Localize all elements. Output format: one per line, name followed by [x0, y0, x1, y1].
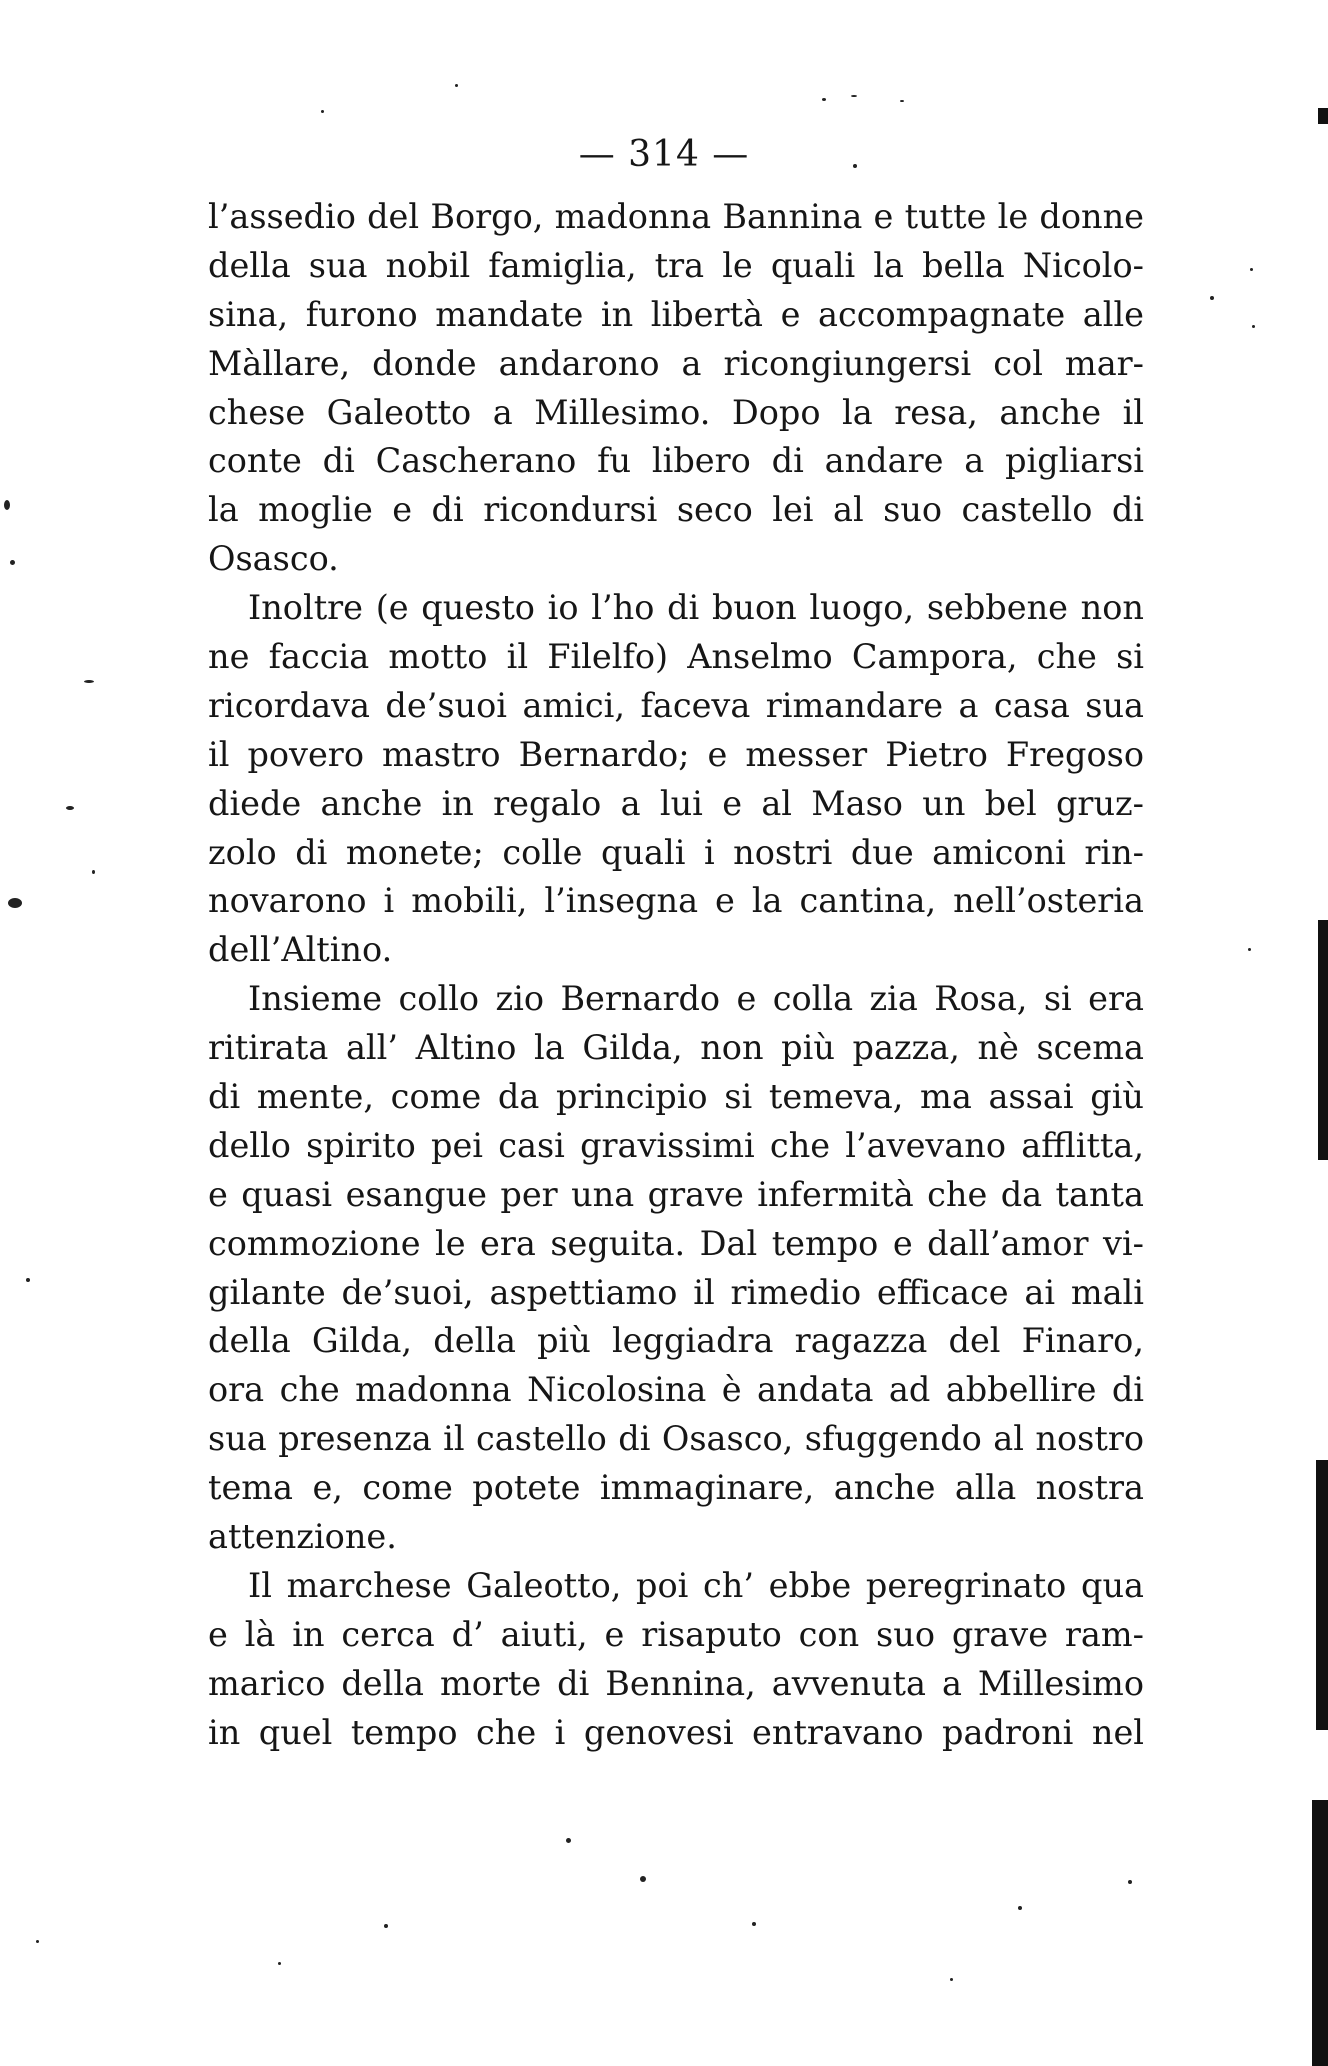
text-line: Màllare, donde andarono a ricongiungersi col mar-: [208, 343, 1144, 383]
scan-speck: [26, 1278, 30, 1282]
page-edge-right-lower: [1316, 1460, 1328, 1730]
text-line: novarono i mobili, l’insegna e la cantina, nell’osteria: [208, 881, 1144, 921]
scan-speck: [1210, 296, 1214, 300]
text-line: e là in cerca d’ aiuti, e risaputo con suo grave ram-: [208, 1614, 1144, 1654]
scan-speck: [822, 98, 826, 101]
text-line: della sua nobil famiglia, tra le quali la bella Nicolo-: [208, 245, 1144, 285]
text-line: dell’Altino.: [208, 930, 393, 970]
text-line: sina, furono mandate in libertà e accompagnate alle: [208, 294, 1144, 334]
scan-speck: [950, 1978, 953, 1981]
text-line: Osasco.: [208, 539, 339, 579]
paragraph-2: [208, 584, 1144, 975]
text-line: dello spirito pei casi gravissimi che l’avevano afflitta,: [208, 1125, 1144, 1165]
page-edge-right-bottom: [1312, 1800, 1328, 2066]
scan-speck: [566, 1838, 571, 1843]
text-line: Inoltre (e questo io l’ho di buon luogo, sebbene non: [248, 588, 1144, 628]
text-line: attenzione.: [208, 1517, 397, 1557]
page-edge-right: [1318, 920, 1328, 1160]
scan-speck: [1018, 1906, 1022, 1910]
text-line: marico della morte di Bennina, avvenuta a Millesimo: [208, 1663, 1144, 1703]
text-line: di mente, come da principio si temeva, ma assai giù: [208, 1077, 1144, 1117]
scan-speck: [851, 95, 857, 97]
scan-speck: [1252, 325, 1255, 328]
text-line: chese Galeotto a Millesimo. Dopo la resa, anche il: [208, 392, 1144, 432]
page-edge-right-top: [1318, 108, 1328, 124]
text-line: la moglie e di ricondursi seco lei al suo castello di: [208, 490, 1144, 530]
page-number: — 314 —: [578, 134, 750, 175]
scan-speck: [36, 1940, 39, 1943]
scan-speck: [752, 1922, 756, 1926]
scan-speck: [384, 1924, 388, 1928]
text-line: zolo di monete; colle quali i nostri due amiconi rin-: [208, 832, 1144, 872]
scan-speck: [640, 1876, 646, 1882]
text-line: Il marchese Galeotto, poi ch’ ebbe peregrinato qua: [248, 1565, 1144, 1605]
text-line: commozione le era seguita. Dal tempo e dall’amor vi-: [208, 1223, 1144, 1263]
paragraph-4: [208, 1562, 1144, 1758]
text-line: ricordava de’suoi amici, faceva rimandare a casa sua: [208, 685, 1144, 725]
scan-speck: [853, 164, 857, 168]
scan-speck: [278, 1962, 281, 1965]
text-line: gilante de’suoi, aspettiamo il rimedio efficace ai mali: [208, 1272, 1144, 1312]
text-line: ritirata all’ Altino la Gilda, non più pazza, nè scema: [208, 1028, 1144, 1068]
scan-speck: [92, 870, 95, 874]
paragraph-3: [208, 975, 1144, 1562]
text-line: conte di Cascherano fu libero di andare a pigliarsi: [208, 441, 1144, 481]
text-line: il povero mastro Bernardo; e messer Pietro Fregoso: [208, 734, 1144, 774]
text-line: tema e, come potete immaginare, anche alla nostra: [208, 1468, 1144, 1508]
paragraph-1: [208, 193, 1144, 584]
text-line: e quasi esangue per una grave infermità che da tanta: [208, 1174, 1144, 1214]
text-line: l’assedio del Borgo, madonna Bannina e tutte le donne: [208, 197, 1144, 236]
body-text: [208, 193, 1144, 1758]
text-line: ora che madonna Nicolosina è andata ad abbellire di: [208, 1370, 1144, 1410]
scan-speck: [84, 680, 94, 683]
scan-speck: [8, 898, 22, 908]
scan-speck: [900, 100, 904, 102]
text-line: in quel tempo che i genovesi entravano padroni nel: [208, 1712, 1144, 1752]
scan-speck: [66, 806, 74, 810]
text-line: diede anche in regalo a lui e al Maso un bel gruz-: [208, 783, 1144, 823]
text-line: della Gilda, della più leggiadra ragazza del Finaro,: [208, 1321, 1144, 1361]
scan-speck: [10, 560, 15, 565]
text-line: sua presenza il castello di Osasco, sfuggendo al nostro: [208, 1419, 1144, 1459]
scan-speck: [1128, 1880, 1132, 1884]
scan-speck: [1250, 268, 1253, 271]
scan-speck: [321, 110, 324, 113]
text-line: ne faccia motto il Filelfo) Anselmo Campora, che si: [208, 637, 1144, 677]
text-line: Insieme collo zio Bernardo e colla zia Rosa, si era: [248, 979, 1144, 1019]
scan-speck: [4, 500, 10, 510]
scan-speck: [1248, 948, 1251, 951]
scan-speck: [455, 84, 458, 87]
